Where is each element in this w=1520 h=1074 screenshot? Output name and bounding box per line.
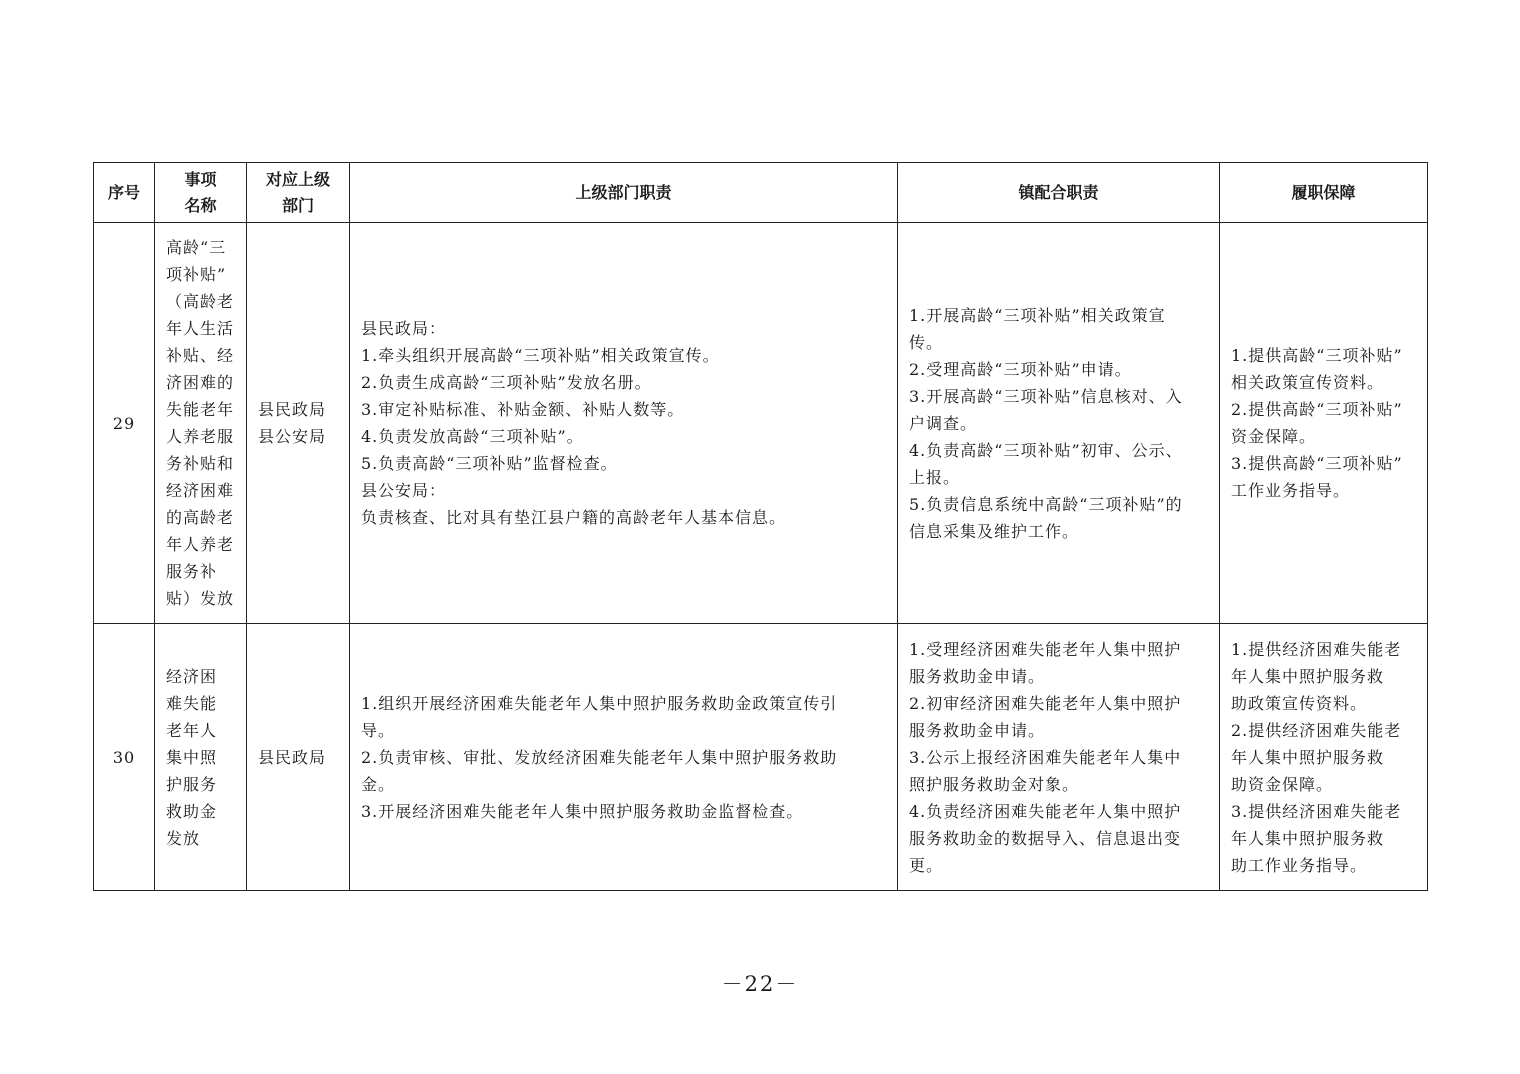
upper-duty-line: 金。 xyxy=(361,774,396,794)
name-line: 经济困难 xyxy=(166,481,235,500)
guarantee-line: 相关政策宣传资料。 xyxy=(1231,373,1385,392)
name-line: 护服务 xyxy=(166,774,218,794)
town-duty-line: 上报。 xyxy=(909,467,961,487)
upper-duty-line: 4.负责发放高龄“三项补贴”。 xyxy=(361,427,584,446)
header-town-duty: 镇配合职责 xyxy=(898,163,1220,223)
row-item-name xyxy=(155,223,247,624)
row-seq: 29 xyxy=(94,223,155,624)
guarantee-line: 年人集中照护服务救 xyxy=(1231,666,1385,686)
guarantee-line: 1.提供高龄“三项补贴” xyxy=(1231,346,1403,365)
upper-duty-line: 1.组织开展经济困难失能老年人集中照护服务救助金政策宣传引 xyxy=(361,693,838,713)
dept-line: 县民政局 xyxy=(258,400,327,419)
upper-duty-line: 1.牵头组织开展高龄“三项补贴”相关政策宣传。 xyxy=(361,346,720,365)
page-number: －22－ xyxy=(721,972,799,996)
town-duty-line: 更。 xyxy=(909,855,944,875)
guarantee-line: 资金保障。 xyxy=(1231,427,1317,446)
town-duty-line: 1.开展高龄“三项补贴”相关政策宣 xyxy=(909,305,1166,325)
name-line: （高龄老 xyxy=(166,292,235,311)
upper-duty-line: 县公安局： xyxy=(361,481,447,500)
duty-table xyxy=(93,162,1428,891)
town-duty-line: 3.公示上报经济困难失能老年人集中 xyxy=(909,747,1182,767)
row-item-name xyxy=(155,624,247,891)
row-town-duty xyxy=(898,624,1220,891)
name-line: 年人生活 xyxy=(166,319,235,338)
guarantee-line: 助工作业务指导。 xyxy=(1231,855,1368,875)
upper-duty-line: 3.审定补贴标准、补贴金额、补贴人数等。 xyxy=(361,400,685,419)
name-line: 务补贴和 xyxy=(166,454,235,473)
guarantee-line: 工作业务指导。 xyxy=(1231,481,1351,500)
guarantee-line: 年人集中照护服务救 xyxy=(1231,747,1385,767)
guarantee-line: 助资金保障。 xyxy=(1231,774,1334,794)
row-town-duty xyxy=(898,223,1220,624)
name-line: 难失能 xyxy=(166,693,218,713)
row-dept xyxy=(247,223,350,624)
town-duty-line: 传。 xyxy=(909,332,944,352)
guarantee-line: 2.提供经济困难失能老 xyxy=(1231,720,1402,740)
name-line: 经济困 xyxy=(166,666,218,686)
row-seq: 30 xyxy=(94,624,155,891)
row-guarantee xyxy=(1220,223,1428,624)
header-guarantee: 履职保障 xyxy=(1220,163,1428,223)
row-upper-duty xyxy=(350,624,898,891)
header-dept-line: 对应上级 xyxy=(265,169,330,189)
upper-duty-line: 5.负责高龄“三项补贴”监督检查。 xyxy=(361,454,618,473)
header-name-line: 事项 xyxy=(184,169,217,189)
upper-duty-line: 2.负责生成高龄“三项补贴”发放名册。 xyxy=(361,373,652,392)
guarantee-line: 3.提供高龄“三项补贴” xyxy=(1231,454,1403,473)
name-line: 高龄“三 xyxy=(166,238,227,257)
town-duty-line: 1.受理经济困难失能老年人集中照护 xyxy=(909,639,1182,659)
row-upper-duty xyxy=(350,223,898,624)
header-upper-duty: 上级部门职责 xyxy=(350,163,898,223)
town-duty-line: 4.负责高龄“三项补贴”初审、公示、 xyxy=(909,440,1183,460)
name-line: 失能老年 xyxy=(166,400,235,419)
town-duty-line: 照护服务救助金对象。 xyxy=(909,774,1080,794)
dept-line: 县民政局 xyxy=(258,747,327,767)
name-line: 服务补 xyxy=(166,562,218,581)
table-row xyxy=(94,223,1428,624)
town-duty-line: 4.负责经济困难失能老年人集中照护 xyxy=(909,801,1182,821)
name-line: 发放 xyxy=(166,828,201,848)
town-duty-line: 3.开展高龄“三项补贴”信息核对、入 xyxy=(909,386,1183,406)
name-line: 的高龄老 xyxy=(166,508,235,527)
upper-duty-line: 3.开展经济困难失能老年人集中照护服务救助金监督检查。 xyxy=(361,801,804,821)
town-duty-line: 户调查。 xyxy=(909,413,978,433)
town-duty-line: 服务救助金申请。 xyxy=(909,720,1046,740)
name-line: 年人养老 xyxy=(166,535,235,554)
guarantee-line: 1.提供经济困难失能老 xyxy=(1231,639,1402,659)
name-line: 补贴、经 xyxy=(166,346,235,365)
name-line: 人养老服 xyxy=(166,427,235,446)
name-line: 济困难的 xyxy=(166,373,235,392)
town-duty-line: 2.初审经济困难失能老年人集中照护 xyxy=(909,693,1182,713)
header-dept-line: 部门 xyxy=(281,195,314,215)
dept-line: 县公安局 xyxy=(258,427,327,446)
name-line: 项补贴” xyxy=(166,265,227,284)
name-line: 贴）发放 xyxy=(166,589,235,608)
name-line: 救助金 xyxy=(166,801,218,821)
table-row xyxy=(94,624,1428,891)
header-seq: 序号 xyxy=(94,163,155,223)
town-duty-line: 5.负责信息系统中高龄“三项补贴”的 xyxy=(909,494,1183,514)
header-row xyxy=(94,163,1428,223)
header-name xyxy=(155,163,247,223)
town-duty-line: 信息采集及维护工作。 xyxy=(909,521,1080,541)
row-guarantee xyxy=(1220,624,1428,891)
upper-duty-line: 2.负责审核、审批、发放经济困难失能老年人集中照护服务救助 xyxy=(361,747,838,767)
header-dept xyxy=(247,163,350,223)
upper-duty-line: 导。 xyxy=(361,720,396,740)
name-line: 集中照 xyxy=(166,747,218,767)
guarantee-line: 年人集中照护服务救 xyxy=(1231,828,1385,848)
name-line: 老年人 xyxy=(166,720,218,740)
header-name-line: 名称 xyxy=(184,195,217,215)
row-dept xyxy=(247,624,350,891)
town-duty-line: 服务救助金申请。 xyxy=(909,666,1046,686)
town-duty-line: 服务救助金的数据导入、信息退出变 xyxy=(909,828,1182,848)
town-duty-line: 2.受理高龄“三项补贴”申请。 xyxy=(909,359,1132,379)
guarantee-line: 2.提供高龄“三项补贴” xyxy=(1231,400,1403,419)
guarantee-line: 助政策宣传资料。 xyxy=(1231,693,1368,713)
guarantee-line: 3.提供经济困难失能老 xyxy=(1231,801,1402,821)
upper-duty-line: 负责核查、比对具有垫江县户籍的高龄老年人基本信息。 xyxy=(361,508,787,527)
upper-duty-line: 县民政局： xyxy=(361,319,447,338)
